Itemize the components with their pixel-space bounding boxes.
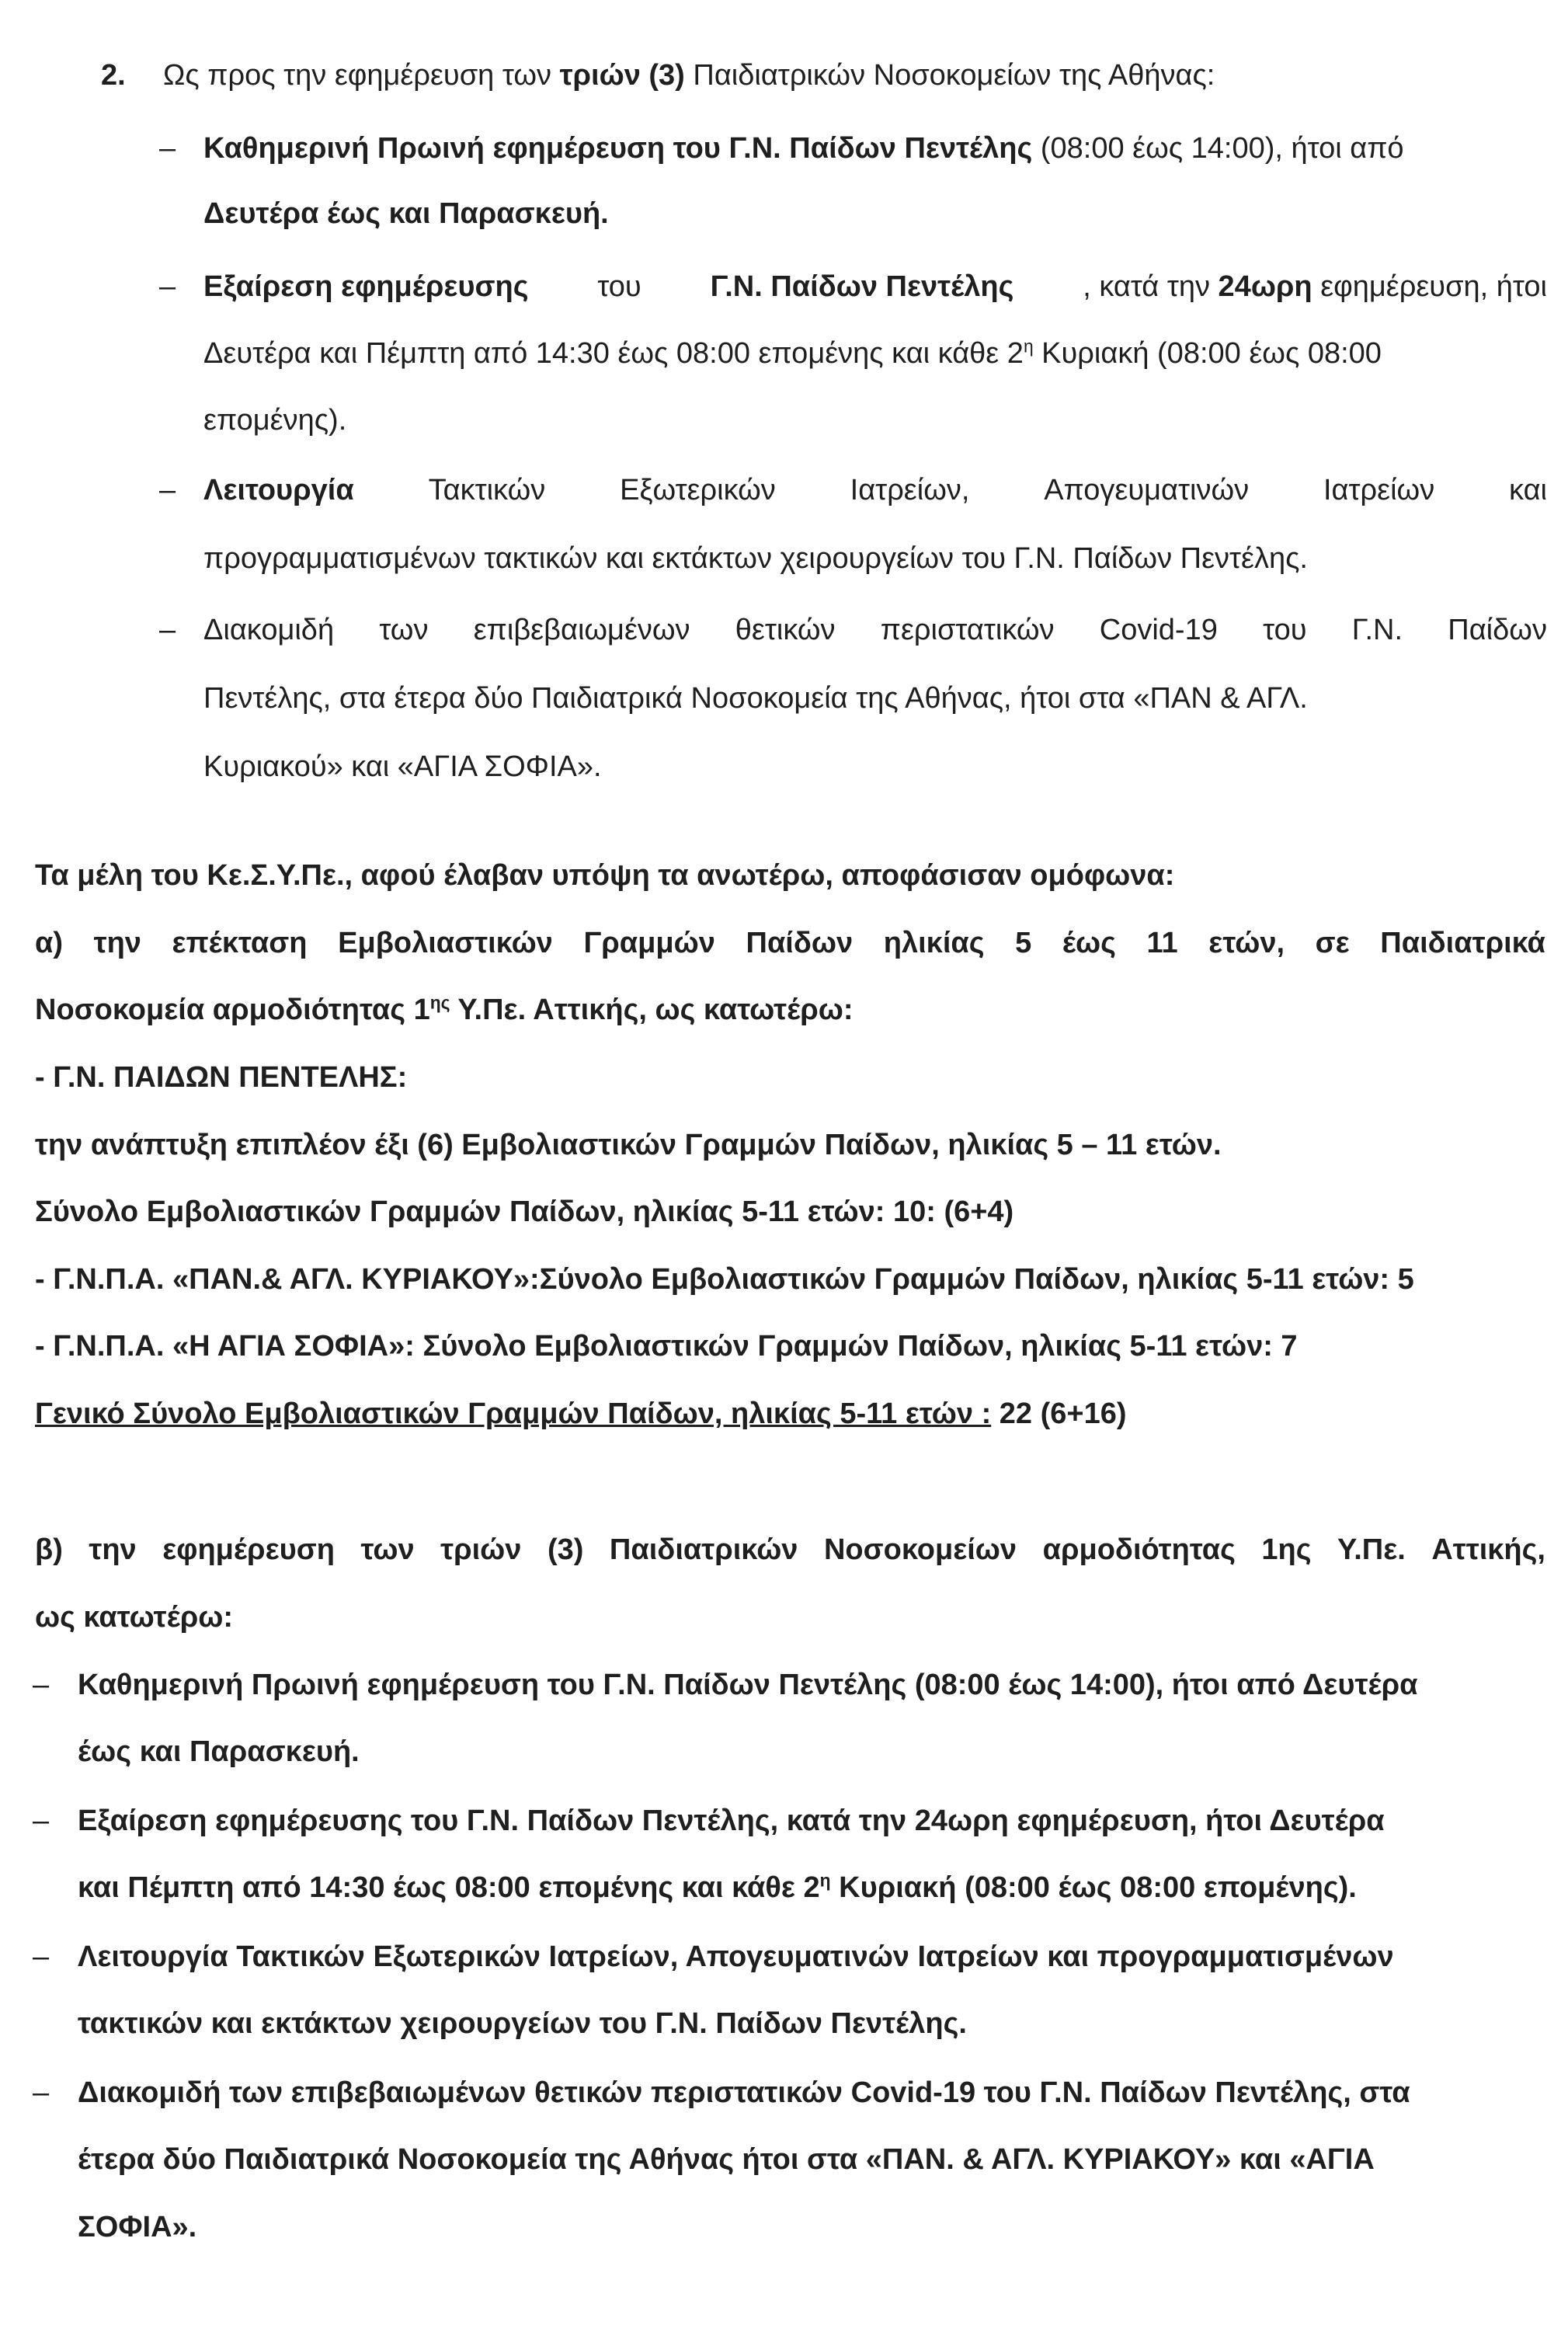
item-number: 2. [101,59,126,92]
bullet-dash: – [159,132,176,165]
bullet-line: Κυριακού» και «ΑΓΙΑ ΣΟΦΙΑ». [203,750,602,783]
grand-total: Γενικό Σύνολο Εμβολιαστικών Γραμμών Παίδων, ηλικίας 5-11 ετών : 22 (6+16) [35,1397,1127,1430]
bullet-line: προγραμματισμένων τακτικών και εκτάκτων χειρουργείων του Γ.Ν. Παίδων Πεντέλης. [203,542,1308,575]
decision-alpha-line: Νοσοκομεία αρμοδιότητας $1^{\eta\varsigma}$ Υ.Πε. Αττικής, ως κατωτέρω: [35,992,854,1026]
bullet-line: Διακομιδή των επιβεβαιωμένων θετικών περιστατικών Covid-19 του Γ.Ν. Παίδων [203,614,1547,646]
kyriakou-total: - Γ.Ν.Π.Α. «ΠΑΝ.& ΑΓΛ. ΚΥΡΙΑΚΟΥ»:Σύνολο Εμβολιαστικών Γραμμών Παίδων, ηλικίας 5-11 ετών: 5 [35,1263,1414,1296]
beta-bullet-line: Καθημερινή Πρωινή εφημέρευση του Γ.Ν. Παίδων Πεντέλης (08:00 έως 14:00), ήτοι από Δευτέρα [78,1669,1418,1701]
item2-intro: Ως προς την εφημέρευση των τριών (3) Παιδιατρικών Νοσοκομείων της Αθήνας: [163,59,1215,92]
bullet-line: Πεντέλης, στα έτερα δύο Παιδιατρικά Νοσοκομεία της Αθήνας, ήτοι στα «ΠΑΝ & ΑΓΛ. [203,682,1308,715]
bullet-dash: – [159,614,176,646]
beta-bullet-line: έτερα δύο Παιδιατρικά Νοσοκομεία της Αθήνας ήτοι στα «ΠΑΝ. & ΑΓΛ. ΚΥΡΙΑΚΟΥ» και «ΑΓΙΑ [78,2143,1375,2176]
sofia-total: - Γ.Ν.Π.Α. «Η ΑΓΙΑ ΣΟΦΙΑ»: Σύνολο Εμβολιαστικών Γραμμών Παίδων, ηλικίας 5-11 ετών: 7 [35,1330,1298,1363]
bullet-dash: – [33,1805,50,1837]
decision-alpha-line: α) την επέκταση Εμβολιαστικών Γραμμών Παίδων ηλικίας 5 έως 11 ετών, σε Παιδιατρικά [35,927,1545,959]
bullet-dash: – [33,1940,50,1973]
beta-bullet-line: έως και Παρασκευή. [78,1735,360,1768]
beta-bullet-line: Λειτουργία Τακτικών Εξωτερικών Ιατρείων, Απογευματινών Ιατρείων και προγραμματισμένων [78,1940,1394,1973]
bullet-line: Δευτέρα έως και Παρασκευή. [203,197,609,230]
bullet-dash: – [33,2076,50,2109]
bullet-line: Λειτουργία Τακτικών Εξωτερικών Ιατρείων, Απογευματινών Ιατρείων και [203,474,1547,506]
beta-bullet-line: ΣΟΦΙΑ». [78,2211,197,2243]
bullet-dash: – [159,270,176,303]
beta-bullet-line: Διακομιδή των επιβεβαιωμένων θετικών περιστατικών Covid-19 του Γ.Ν. Παίδων Πεντέλης, στα [78,2076,1410,2109]
decision-beta-line: β) την εφημέρευση των τριών (3) Παιδιατρικών Νοσοκομείων αρμοδιότητας 1ης Υ.Πε. Αττικής, [35,1533,1545,1566]
penteli-total: Σύνολο Εμβολιαστικών Γραμμών Παίδων, ηλικίας 5-11 ετών: 10: (6+4) [35,1196,1014,1228]
decision-intro: Τα μέλη του Κε.Σ.Υ.Πε., αφού έλαβαν υπόψη τα ανωτέρω, αποφάσισαν ομόφωνα: [35,859,1175,892]
bullet-line: Δευτέρα και Πέμπτη από 14:30 έως 08:00 επομένης και κάθε $2^\eta$ Κυριακή (08:00 έως 08:00 [203,336,1382,370]
decision-beta-line: ως κατωτέρω: [35,1601,234,1634]
bullet-line: επομένης). [203,404,347,437]
penteli-development: την ανάπτυξη επιπλέον έξι (6) Εμβολιαστικών Γραμμών Παίδων, ηλικίας 5 – 11 ετών. [35,1129,1222,1161]
bullet-dash: – [159,474,176,506]
bullet-line: Καθημερινή Πρωινή εφημέρευση του Γ.Ν. Παίδων Πεντέλης (08:00 έως 14:00), ήτοι από [203,132,1404,165]
penteli-heading: - Γ.Ν. ΠΑΙΔΩΝ ΠΕΝΤΕΛΗΣ: [35,1061,408,1094]
bullet-line: Εξαίρεση εφημέρευσης του Γ.Ν. Παίδων Πεντέλης , κατά την 24ωρη εφημέρευση, ήτοι [203,270,1547,303]
beta-bullet-line: Εξαίρεση εφημέρευσης του Γ.Ν. Παίδων Πεντέλης, κατά την 24ωρη εφημέρευση, ήτοι Δευτέρα [78,1805,1385,1837]
beta-bullet-line: και Πέμπτη από 14:30 έως 08:00 επομένης και κάθε $2^\eta$ Κυριακή (08:00 έως 08:00 επομένης). [78,1870,1357,1904]
bullet-dash: – [33,1669,50,1701]
beta-bullet-line: τακτικών και εκτάκτων χειρουργείων του Γ.Ν. Παίδων Πεντέλης. [78,2007,967,2040]
